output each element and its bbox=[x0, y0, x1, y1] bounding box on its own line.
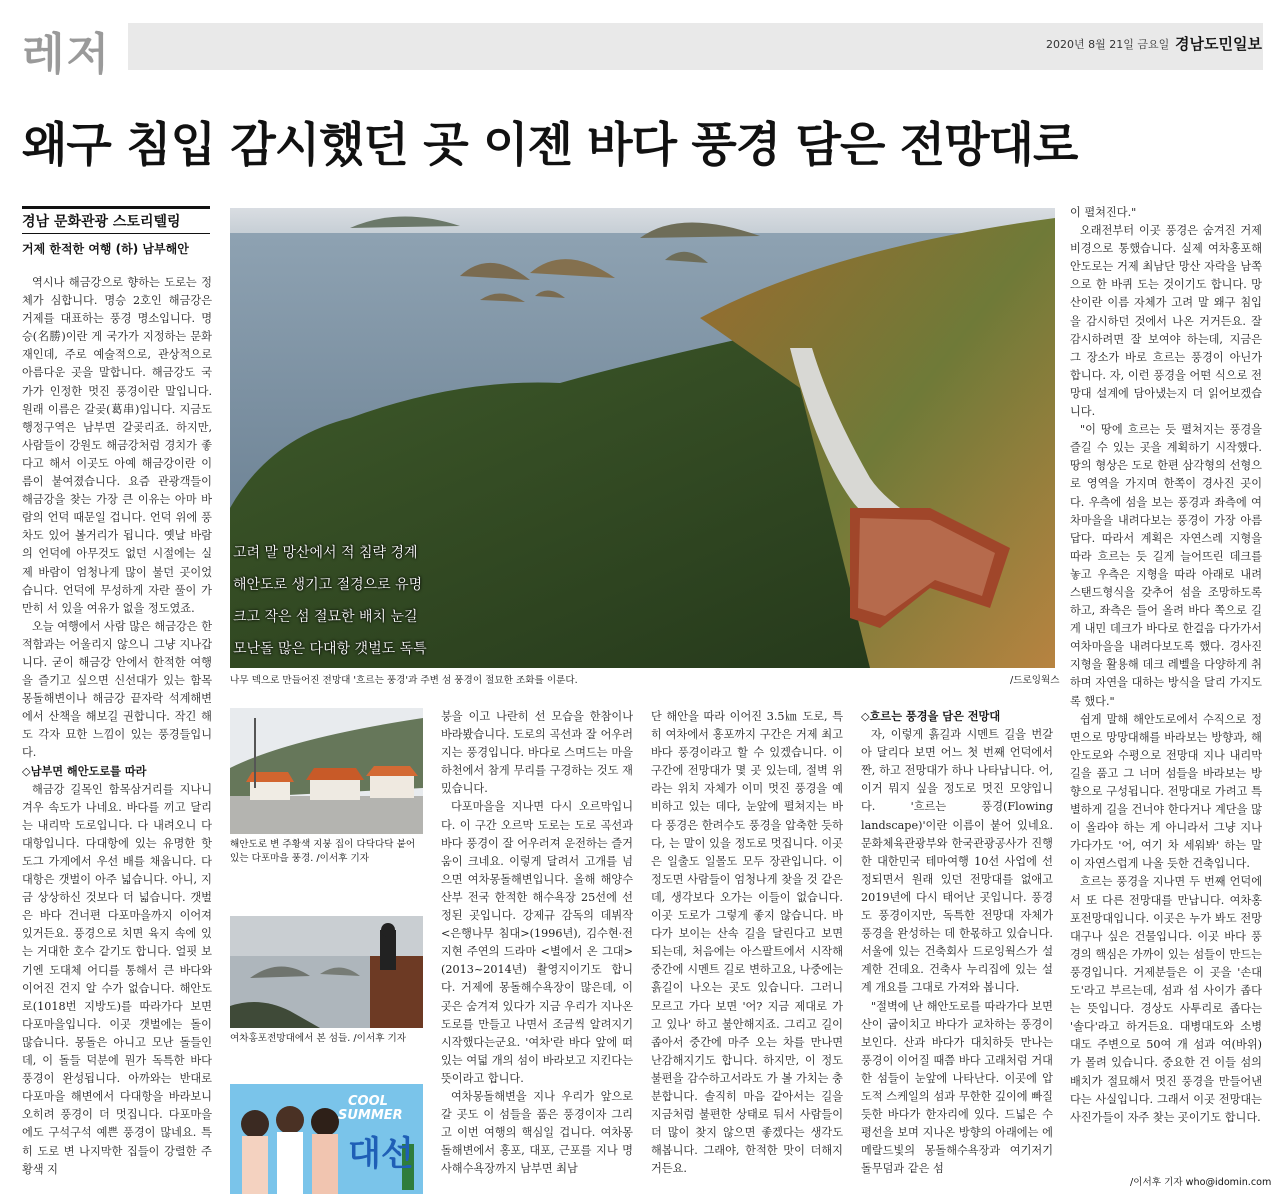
paragraph: 여차몽돌해변을 지나 우리가 앞으로 갈 곳도 이 섬들을 품은 풍경이자 그리고 이번 여행의 핵심일 겁니다. 여차몽돌해변에서 홍포, 대포, 근포를 지나 명사해수욕장까지 남부면 최남 bbox=[441, 1089, 633, 1176]
section-label: 레저 bbox=[22, 29, 112, 80]
islands-photo-caption: 여차홍포전망대에서 본 섬들. /이서후 기자 bbox=[230, 1033, 407, 1044]
article-column-4 bbox=[861, 708, 1053, 1194]
paragraph: 쉽게 말해 해안도로에서 수직으로 정면으로 망망대해를 바라보는 방향과, 해안도로와 수평으로 전망대 지나 내리막길을 품고 그 너머 섬들을 바라보는 방향으로 구성됩니다. 전망대로 가려고 특별하게 길을 건너야 한다거나 계단을 많이 올라야 하는 게 아니라서 그냥 지나가다가도 '어, 여기 차 세워봐' 하는 말이 자연스럽게 나올 듯한 건축입니다. bbox=[1070, 712, 1262, 871]
paragraph: "이 땅에 흐르는 듯 펼쳐지는 풍경을 즐길 수 있는 곳을 계획하기 시작했다. 땅의 형상은 도로 한편 삼각형의 선형으로 영역을 가지며 한쪽이 경사진 곳이다. 우측에 섬을 보는 풍경과 좌측에 여차마을을 내려다보는 풍경이 가장 아름답다. 따라서 계획은 자연스레 지형을 따라 흐르는 듯 길게 늘어뜨린 데크를 놓고 우측은 지형을 따라 아래로 내려 스탠드형식을 갖추어 섬을 조망하도록 하고, 좌측은 들어 올려 바다 쪽으로 길게 내민 데크가 바다로 한걸음 다가가서 여차마을을 내려다보도록 했다. 경사진 지형을 활용해 데크 레벨을 다양하게 취하며 자연을 대하는 방식을 달리 가지도록 했다." bbox=[1070, 423, 1262, 708]
main-photo bbox=[230, 208, 1055, 668]
ad-brand: 대선 bbox=[348, 1134, 414, 1174]
byline: /이서후 기자 who@idomin.com bbox=[1130, 1177, 1272, 1188]
section-heading: ◇남부면 해안도로를 따라 bbox=[22, 764, 147, 778]
series-subtitle: 거제 한적한 여행 (하) 남부해안 bbox=[22, 242, 189, 256]
photo-overlay-text: 고려 말 망산에서 적 침략 경계 bbox=[233, 545, 418, 561]
paragraph: 단 해안을 따라 이어진 3.5㎞ 도로, 특히 여차에서 홍포까지 구간은 거제 최고 바다 풍경이라고 할 수 있겠습니다. 이 구간에 전망대가 몇 곳 있는데, 절벽 위라는 위치 자체가 이미 멋진 풍경을 예비하고 있는 데다, 눈앞에 펼쳐지는 바다 풍경은 한려수도 풍경을 압축한 듯하다, 는 말이 있을 정도로 멋집니다. 이곳은 일출도 일몰도 모두 장관입니다. 이 정도면 사람들이 엄청나게 찾을 것 같은데, 생각보다 오가는 이들이 없습니다. 이곳 도로가 그렇게 좋지 않습니다. 바다가 보이는 산속 길을 달린다고 보면 되는데, 처음에는 아스팔트에서 시작해 중간에 시멘트 길로 변하고요, 나중에는 흙길이 나오는 곳도 있습니다. 그러니 모르고 가다 보면 '어? 지금 제대로 가고 있나' 하고 불안해지죠. 그리고 길이 좁아서 중간에 마주 오는 차를 만나면 난감해지기도 합니다. 하지만, 이 정도 불편을 감수하고서라도 가 볼 가치는 충분합니다. 솔직히 마음 같아서는 길을 지금처럼 불편한 상태로 둬서 사람들이 더 많이 찾지 않으면 좋겠다는 생각도 해봅니다. 그래야, 한적한 맛이 더해지거든요. bbox=[651, 710, 843, 1176]
headline: 왜구 침입 감시했던 곳 이젠 바다 풍경 담은 전망대로 bbox=[22, 118, 1078, 173]
article-column-5 bbox=[1070, 204, 1262, 1170]
paragraph: 오래전부터 이곳 풍경은 숨겨진 거제 비경으로 통했습니다. 실제 여차홍포해안도로는 거제 최남단 망산 자락을 남쪽으로 한 바퀴 도는 것이기도 합니다. 망산이란 이름 자체가 고려 말 왜구 침입을 감시하던 것에서 나온 거거든요. 잘 감시하려면 잘 보여야 하는데, 지금은 그 장소가 바로 흐르는 풍경이 아닌가 합니다. 자, 이런 풍경을 어떤 식으로 전망대 설계에 담아냈는지 더 읽어보겠습니다. bbox=[1070, 224, 1262, 419]
newspaper-name: 경남도민일보 bbox=[1175, 35, 1262, 53]
article-column-3 bbox=[651, 708, 843, 1194]
paragraph: 다포마을을 지나면 다시 오르막입니다. 이 구간 오르막 도로는 도로 곡선과 바다 풍경이 잘 어우러져 운전하는 즐거움이 크네요. 이렇게 달려서 고개를 넘으면 여차몽돌해변입니다. 올해 해양수산부 전국 한적한 해수욕장 25선에 선정된 곳입니다. 강제규 감독의 데뷔작 <은행나무 침대>(1996년), 김수현·전지현 주연의 드라마 <별에서 온 그대>(2013~2014년) 촬영지이기도 합니다. 거제에 몽돌해수욕장이 많은데, 이곳은 숨겨져 있다가 지금 우리가 지나온 도로를 만들고 나면서 조금씩 알려지기 시작했다는군요. '여차'란 바다 앞에 떠 있는 여덟 개의 섬이 바라보고 지킨다는 뜻이라고 합니다. bbox=[441, 800, 633, 1085]
paragraph: 자, 이렇게 흙길과 시멘트 길을 번갈아 달리다 보면 어느 첫 번째 언덕에서 짠, 하고 전망대가 하나 나타납니다. 어, 이거 뭐지 싶을 정도로 멋진 모양입니다. '흐르는 풍경(Flowing landscape)'이란 이름이 붙어 있네요. 문화체육관광부와 한국관광공사가 진행한 대한민국 테마여행 10선 사업에 선정되면서 원래 있던 전망대를 없애고 2019년에 다시 태어난 곳입니다. 풍경도 풍경이지만, 독특한 전망대 자체가 풍경을 완성하는 데 한몫하고 있습니다. 서울에 있는 건축회사 드로잉웍스가 설계한 건데요. 건축사 누리집에 있는 설계 개요를 그대로 가져와 봅니다. bbox=[861, 728, 1053, 995]
photo-credit: /드로잉웍스 bbox=[1010, 675, 1060, 686]
photo-overlay-text: 해안도로 생기고 절경으로 유명 bbox=[233, 577, 423, 593]
paragraph: 해금강 길목인 함목삼거리를 지나니 겨우 속도가 나네요. 바다를 끼고 달리는 내리막 도로입니다. 다 내려오니 다대항입니다. 다대항에 있는 유명한 핫도그 가게에서 우선 배를 채웁니다. 다대항은 갯벌이 아주 넓습니다. 아니, 지금 상상하신 것보다 더 넓습니다. 갯벌은 바다 건너편 다포마을까지 이어져 있거든요. 풍경으로 치면 육지 속에 있는 거대한 호수 같기도 합니다. 얼핏 보기엔 도대체 어디를 통해서 큰 바다와 이어진 건지 알 수가 없습니다. 해안도로(1018번 지방도)를 따라가다 보면 다포마을입니다. 이곳 갯벌에는 돌이 많습니다. 몽돌은 아니고 모난 돌들인데, 이 돌들 덕분에 뭔가 독특한 바다 풍경이 완성됩니다. 아까와는 반대로 다포마을 해변에서 다대항을 바라보니 오히려 풍경이 더 멋집니다. 다포마을에도 구석구석 예쁜 풍경이 많네요. 특히 도로 변 나지막한 집들이 강렬한 주황색 지 bbox=[22, 782, 212, 1176]
issue-date: 2020년 8월 21일 금요일 bbox=[1046, 38, 1170, 51]
photo-overlay-text: 모난돌 많은 다대항 갯벌도 독특 bbox=[233, 641, 427, 657]
village-photo bbox=[230, 708, 423, 834]
village-photo-caption: 해안도로 변 주황색 지붕 집이 다닥다닥 붙어 있는 다포마을 풍경. /이서후 기자 bbox=[230, 839, 416, 864]
paragraph: 역시나 해금강으로 향하는 도로는 정체가 심합니다. 명승 2호인 해금강은 거제를 대표하는 풍경 명소입니다. 명승(名勝)이란 게 국가가 지정하는 문화재인데, 주로 예술적으로, 관상적으로 아름다운 곳을 말합니다. 해금강도 국가가 인정한 멋진 풍경이란 말입니다. 원래 이름은 갈곶(葛串)입니다. 지금도 행정구역은 남부면 갈곶리죠. 하지만, 사람들이 강원도 해금강처럼 경치가 좋다고 해서 이곳도 아예 해금강이란 이름이 붙여졌습니다. 요즘 관광객들이 해금강을 찾는 가장 큰 이유는 아마 바람의 언덕 때문일 겁니다. 언덕 위에 풍차도 있어 볼거리가 됩니다. 옛날 바람의 언덕에 아무것도 없던 시절에는 실제 바람이 엄청나게 많이 불던 곳이었습니다. 언덕에 무성하게 자란 풀이 가만히 서 있을 여유가 없을 정도였죠. bbox=[22, 276, 212, 615]
islands-photo bbox=[230, 916, 423, 1028]
article-column-2 bbox=[441, 708, 633, 1194]
photo-overlay-text: 크고 작은 섬 절묘한 배치 눈길 bbox=[233, 609, 418, 625]
advertisement[interactable] bbox=[230, 1084, 423, 1194]
paragraph: 붕을 이고 나란히 선 모습을 한참이나 바라봤습니다. 도로의 곡선과 잘 어우러지는 풍경입니다. 바다로 스며드는 마을 하천에서 참게 무리를 구경하는 것도 재밌습니다. bbox=[441, 710, 633, 796]
section-heading: ◇흐르는 풍경을 담은 전망대 bbox=[861, 710, 1001, 723]
paragraph: "절벽에 난 해안도로를 따라가다 보면 산이 굽이치고 바다가 교차하는 풍경이 보인다. 산과 바다가 대치하듯 만나는 풍경이 이어질 때쯤 바다 고래처럼 거대한 섬들이 눈앞에 나타난다. 이곳에 압도적 스케일의 섬과 무한한 깊이에 빠질 듯한 바다가 한자리에 있다. 드넓은 수평선을 보며 지나온 방향의 아래에는 에메랄드빛의 몽돌해수욕장과 여기저기 돌무덤과 같은 섬 bbox=[861, 999, 1053, 1176]
article-column-1 bbox=[22, 274, 212, 1194]
series-box bbox=[22, 206, 210, 234]
paragraph: 이 펼쳐진다." bbox=[1070, 206, 1137, 219]
ad-text: COOL bbox=[348, 1094, 388, 1109]
paragraph: 흐르는 풍경을 지나면 두 번째 언덕에서 또 다른 전망대를 만납니다. 여차홍포전망대입니다. 이곳은 누가 봐도 전망대구나 싶은 건물입니다. 이곳 바다 풍경의 핵심은 가까이 있는 섬들이 만드는 풍경입니다. 거제분들은 이 곳을 '손대도'라고 부르는데, 섬과 섬 사이가 좁다는 뜻입니다. 경상도 사투리로 좁다는 '솔다'라고 하거든요. 대병대도와 소병대도 주변으로 50여 개 섬과 여(바위)가 몰려 있습니다. 중요한 건 이들 섬의 배치가 절묘해서 멋진 풍경을 만들어낸다는 사실입니다. 그래서 이곳 전망대는 사진가들이 자주 찾는 곳이기도 합니다. bbox=[1070, 875, 1262, 1124]
paragraph: 오늘 여행에서 사람 많은 해금강은 한적함과는 어울리지 않으니 그냥 지나갑니다. 굳이 해금강 안에서 한적한 여행을 즐기고 싶으면 신선대가 있는 함목몽돌해변이나 해금강 끝자락 석계해변에서 산책을 해보길 권합니다. 작긴 해도 각자 묘한 느낌이 있는 풍경들입니다. bbox=[22, 619, 212, 760]
series-title: 경남 문화관광 스토리텔링 bbox=[22, 214, 181, 230]
ad-text: SUMMER bbox=[338, 1108, 403, 1123]
photo-caption: 나무 덱으로 만들어진 전망대 '흐르는 풍경'과 주변 섬 풍경이 절묘한 조화를 이룬다. bbox=[230, 675, 578, 686]
